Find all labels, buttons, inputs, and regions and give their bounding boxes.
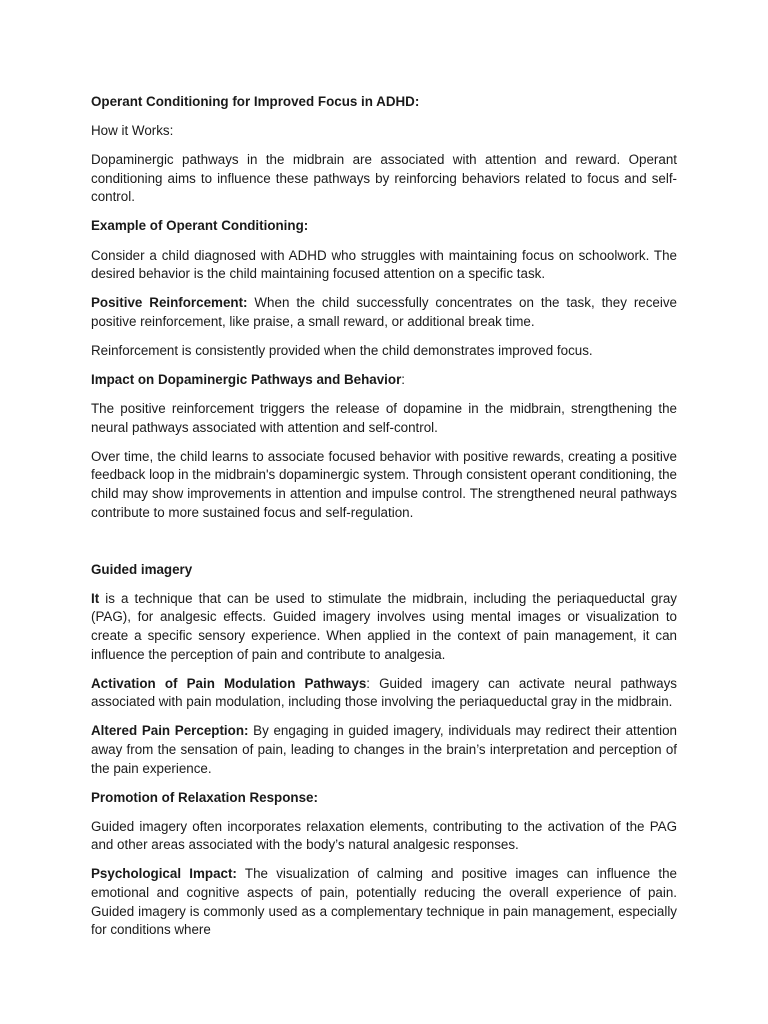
psychological-impact-paragraph <box>91 865 677 939</box>
section-title-guided-imagery: Guided imagery <box>91 561 193 577</box>
activation-label: Activation of Pain Modulation Pathways <box>91 675 367 691</box>
activation-paragraph <box>91 675 677 712</box>
guided-imagery-intro-text: is a technique that can be used to stimulate the midbrain, including the periaqueductal gray (PAG), for analgesic effects. Guided imagery involves using mental images or visualization to create a specific sensory experience. When applied in the context of pain management, it can influence the perception of pain and contribute to analgesia. <box>91 590 677 662</box>
impact-heading-line <box>91 371 677 390</box>
impact-paragraph-2: Over time, the child learns to associate focused behavior with positive rewards, creating a positive feedback loop in the midbrain's dopaminergic system. Through consistent operant conditioning, the child may show improvements in attention and impulse control. The strengthened neural pathways contribute to more sustained focus and self-regulation. <box>91 448 677 520</box>
document-body <box>91 93 677 950</box>
positive-reinforcement-label: Positive Reinforcement: <box>91 295 248 311</box>
section-spacer <box>91 533 677 561</box>
psychological-impact-text: The visualization of calming and positive images can influence the emotional and cognitive aspects of pain, potentially reducing the overall experience of pain. Guided imagery is commonly used as a complementary technique in pain management, especially for conditions where <box>91 866 677 938</box>
altered-perception-text: By engaging in guided imagery, individuals may redirect their attention away from the sensation of pain, leading to changes in the brain’s interpretation and perception of the pain experience. <box>91 723 677 776</box>
impact-paragraph-1: The positive reinforcement triggers the release of dopamine in the midbrain, strengthening the neural pathways associated with attention and self-control. <box>91 401 677 435</box>
section-title-operant-conditioning: Operant Conditioning for Improved Focus in ADHD: <box>91 94 420 109</box>
positive-reinforcement-paragraph <box>91 294 677 331</box>
guided-imagery-intro-lead: It <box>91 590 100 606</box>
psychological-impact-label: Psychological Impact: <box>91 866 237 882</box>
relaxation-paragraph: Guided imagery often incorporates relaxation elements, contributing to the activation of the PAG and other areas associated with the body’s natural analgesic responses. <box>91 818 677 853</box>
relaxation-heading: Promotion of Relaxation Response: <box>91 789 318 805</box>
consistency-paragraph: Reinforcement is consistently provided when the child demonstrates improved focus. <box>91 342 593 358</box>
altered-perception-label: Altered Pain Perception: <box>91 723 249 739</box>
impact-heading-colon: : <box>401 372 406 388</box>
altered-perception-paragraph <box>91 722 677 778</box>
positive-reinforcement-text: When the child successfully concentrates on the task, they receive positive reinforcement, like praise, a small reward, or additional break time. <box>91 295 677 329</box>
impact-heading: Impact on Dopaminergic Pathways and Behavior <box>91 372 402 388</box>
activation-text: : Guided imagery can activate neural pathways associated with pain modulation, including those involving the periaqueductal gray in the midbrain. <box>91 675 677 710</box>
how-it-works-label: How it Works: <box>91 123 174 139</box>
guided-imagery-intro-paragraph <box>91 590 677 664</box>
example-paragraph: Consider a child diagnosed with ADHD who struggles with maintaining focus on schoolwork. The desired behavior is the child maintaining focused attention on a specific task. <box>91 247 677 282</box>
dopaminergic-intro-paragraph: Dopaminergic pathways in the midbrain are associated with attention and reward. Operant conditioning aims to influence these pathways by reinforcing behaviors related to focus and self-control. <box>91 152 677 205</box>
example-heading: Example of Operant Conditioning: <box>91 218 309 234</box>
